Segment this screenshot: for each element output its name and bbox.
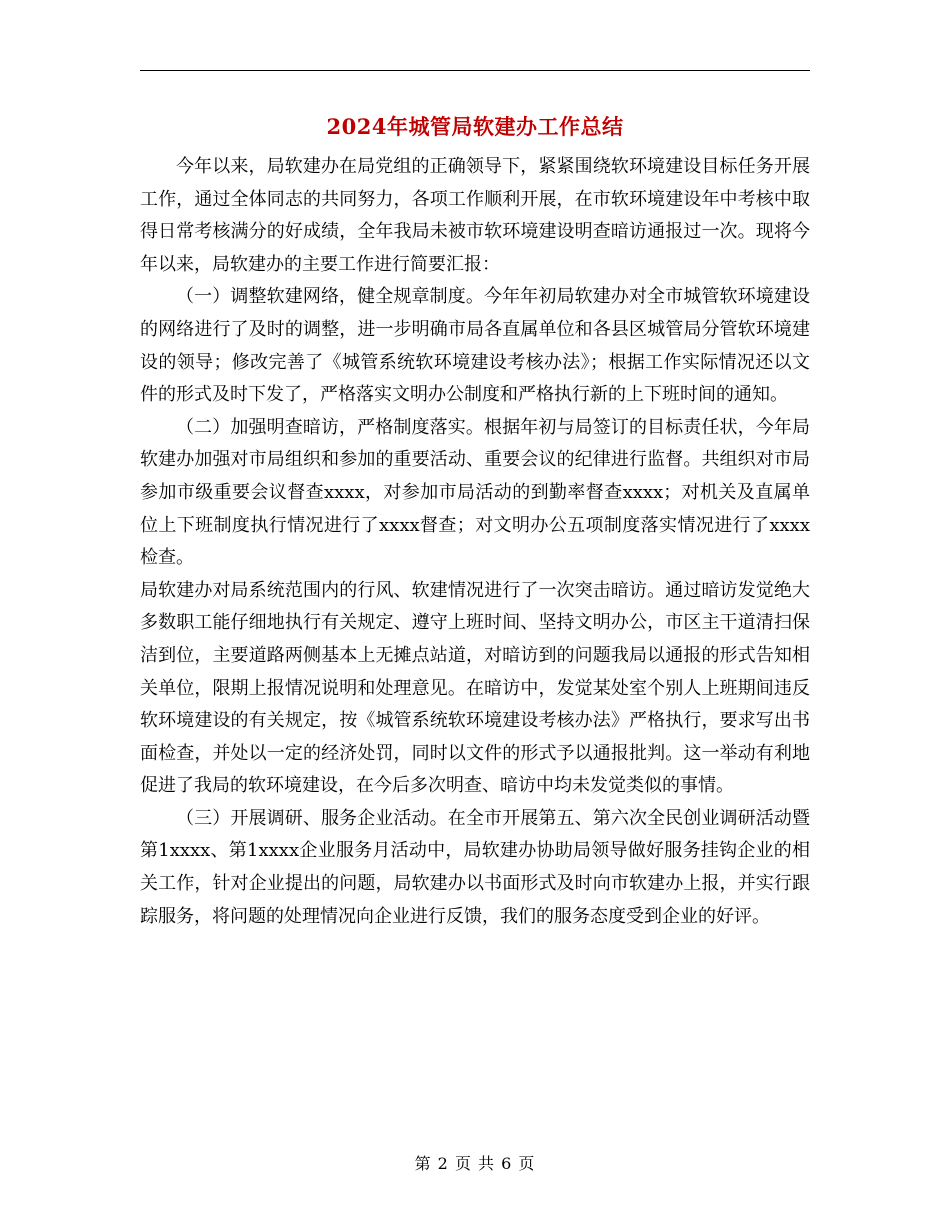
paragraph-section-2: （二）加强明查暗访，严格制度落实。根据年初与局签订的目标责任状，今年局软建办加强对市局组织和参加的重要活动、重要会议的纪律进行监督。共组织对市局参加市级重要会议督查xxxx，对参加市局活动的到勤率督查xxxx；对机关及直属单位上下班制度执行情况进行了xxxx督查；对文明办公五项制度落实情况进行了xxxx检查。 (140, 416, 810, 569)
paragraph-section-3: （三）开展调研、服务企业活动。在全市开展第五、第六次全民创业调研活动暨第1xxxx、第1xxxx企业服务月活动中，局软建办协助局领导做好服务挂钩企业的相关工作，针对企业提出的问题，局软建办以书面形式及时向市软建办上报，并实行跟踪服务，将问题的处理情况向企业进行反馈，我们的服务态度受到企业的好评。 (140, 807, 810, 927)
header-rule (140, 70, 810, 71)
page-number: 第 2 页 共 6 页 (414, 1154, 536, 1173)
document-title: 2024年城管局软建办工作总结 (326, 114, 624, 139)
paragraph-section-1: （一）调整软建网络，健全规章制度。今年年初局软建办对全市城管软环境建设的网络进行了及时的调整，进一步明确市局各直属单位和各县区城管局分管软环境建设的领导；修改完善了《城管系统软环境建设考核办法》；根据工作实际情况还以文件的形式及时下发了，严格落实文明办公制度和严格执行新的上下班时间的通知。 (140, 286, 810, 406)
paragraph-intro: 今年以来，局软建办在局党组的正确领导下，紧紧围绕软环境建设目标任务开展工作，通过全体同志的共同努力，各项工作顺利开展，在市软环境建设年中考核中取得日常考核满分的好成绩，全年我局未被市软环境建设明查暗访通报过一次。现将今年以来，局软建办的主要工作进行简要汇报： (140, 156, 810, 275)
document-body (140, 151, 810, 933)
paragraph-inspection: 局软建办对局系统范围内的行风、软建情况进行了一次突击暗访。通过暗访发觉绝大多数职工能仔细地执行有关规定、遵守上班时间、坚持文明办公，市区主干道清扫保洁到位，主要道路两侧基本上无摊点站道，对暗访到的问题我局以通报的形式告知相关单位，限期上报情况说明和处理意见。在暗访中，发觉某处室个别人上班期间违反软环境建设的有关规定，按《城管系统软环境建设考核办法》严格执行，要求写出书面检查，并处以一定的经济处罚，同时以文件的形式予以通报批判。这一举动有利地促进了我局的软环境建设，在今后多次明查、暗访中均未发觉类似的事情。 (140, 579, 810, 797)
